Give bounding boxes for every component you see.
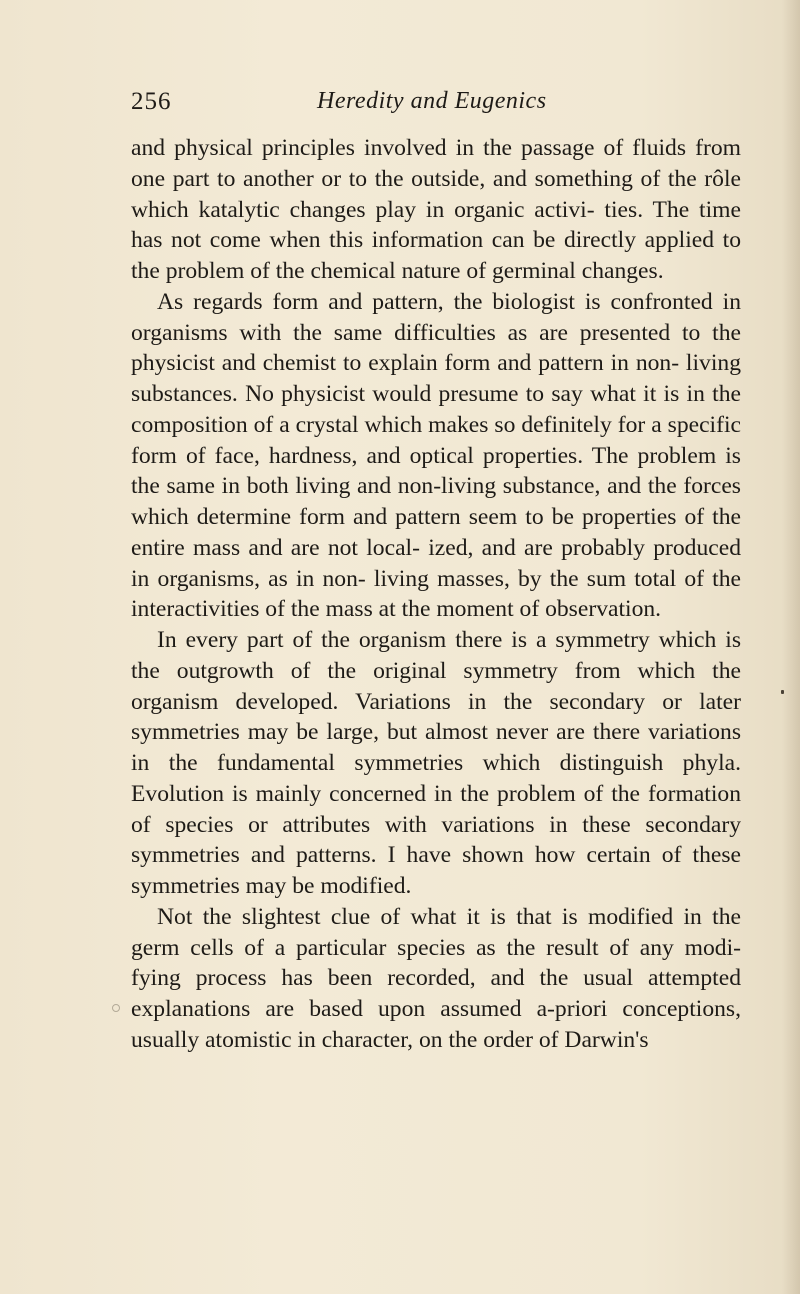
paragraph-form-and-pattern: As regards form and pattern, the biologist is confronted in organisms with the same difficulties as are presented to the physicist and chemist to explain form and pattern in non- living substances. No physicist would presume to say what it is in the composition of a crystal which makes so definitely for a specific form of face, hardness, and optical properties. The problem is the same in both living and non-living substance, and the forces which determine form and pattern seem to be properties of the entire mass and are not local- ized, and are probably produced in organisms, as in non- living masses, by the sum total of the interactivities of the mass at the moment of observation.: [131, 288, 741, 623]
paper-speck: [781, 690, 784, 694]
page-edge-shadow: [782, 0, 800, 1294]
margin-mark: [112, 1004, 120, 1012]
page-number: 256: [131, 88, 172, 115]
book-title: Heredity and Eugenics: [317, 88, 547, 114]
paragraph-germ-cells: Not the slightest clue of what it is that is modified in the germ cells of a particular species as the result of any modi- fying process has been recorded, and the usual attempted explanations are based upon assumed a-priori conceptions, usually atomistic in character, on the order of Darwin's: [131, 903, 741, 1053]
paragraph-symmetry: In every part of the organism there is a symmetry which is the outgrowth of the original symmetry from which the organism developed. Variations in the secondary or later symmetries may be large, but almost never are there variations in the fundamental symmetries which distinguish phyla. Evolution is mainly concerned in the problem of the formation of species or attributes with variations in these secondary symmetries and patterns. I have shown how certain of these symmetries may be modified.: [131, 627, 741, 899]
running-head: [131, 88, 741, 122]
paragraph-continued: and physical principles involved in the passage of fluids from one part to another or to the outside, and something of the rôle which katalytic changes play in organic activi- ties. The time has not come when this information can be directly applied to the problem of the chemical nature of germinal changes.: [131, 135, 741, 284]
body-text: [131, 133, 741, 1056]
